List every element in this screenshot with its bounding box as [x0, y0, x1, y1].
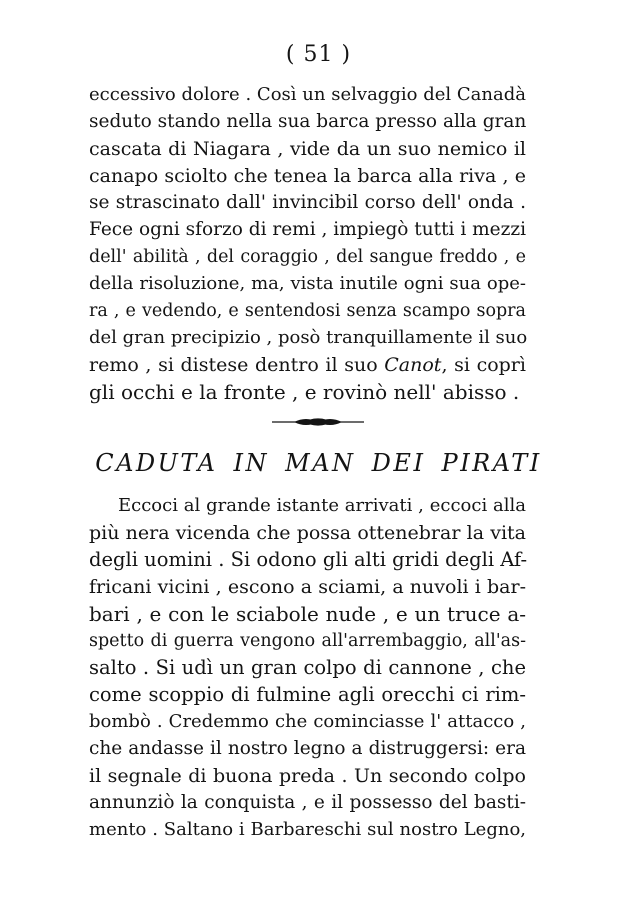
text-line: cascata di Niagara , vide da un suo nemico il: [89, 138, 526, 160]
text-line: [89, 351, 526, 379]
ornament-center: [307, 418, 329, 425]
text-line: spetto di guerra vengono all'arrembaggio, all'as-: [89, 631, 526, 651]
text-line: salto . Si udì un gran colpo di cannone , che: [89, 656, 526, 679]
text-line: fricani vicini , escono a sciami, a nuvoli i bar-: [89, 576, 526, 598]
text-line: più nera vicenda che possa ottenebrar la vita: [89, 522, 526, 544]
text-segment: , si coprì: [441, 354, 526, 376]
ornament-divider: [268, 414, 368, 430]
text-line: della risoluzione, ma, vista inutile ogni sua ope-: [89, 273, 526, 294]
text-line: mento . Saltano i Barbareschi sul nostro Legno,: [89, 819, 526, 840]
text-line: eccessivo dolore . Così un selvaggio del Canadà: [89, 84, 526, 105]
text-line: gli occhi e la fronte , e rovinò nell' abisso .: [89, 380, 520, 404]
text-line: degli uomini . Si odono gli alti gridi degli Af-: [89, 548, 528, 571]
text-line: bari , e con le sciabole nude , e un truce a-: [89, 602, 526, 626]
text-line: del gran precipizio , posò tranquillamente il suo: [89, 327, 528, 348]
text-line: bombò . Credemmo che cominciasse l' attacco ,: [89, 711, 526, 732]
text-line: annunziò la conquista , e il possesso del basti-: [89, 792, 526, 813]
text-line: che andasse il nostro legno a distruggersi: era: [89, 738, 526, 759]
text-segment: remo , si distese dentro il suo: [89, 354, 378, 376]
italic-word: Canot: [384, 354, 442, 376]
text-line: seduto stando nella sua barca presso alla gran: [89, 111, 527, 132]
text-line: il segnale di buona preda . Un secondo colpo: [89, 765, 526, 787]
section-heading: CADUTA IN MAN DEI PIRATI: [95, 449, 542, 477]
text-line: dell' abilità , del coraggio , del sangue freddo , e: [89, 247, 526, 267]
text-line: se strascinato dall' invincibil corso dell' onda .: [89, 192, 526, 213]
text-line: canapo sciolto che tenea la barca alla riva , e: [89, 165, 526, 187]
text-line: Fece ogni sforzo di remi , impiegò tutti i mezzi: [89, 219, 527, 240]
page-number: ( 51 ): [285, 42, 352, 67]
text-line: Eccoci al grande istante arrivati , eccoci alla: [118, 495, 526, 516]
text-line: come scoppio di fulmine agli orecchi ci rim-: [89, 683, 526, 706]
text-line: ra , e vedendo, e sentendosi senza scampo sopra: [89, 301, 526, 321]
